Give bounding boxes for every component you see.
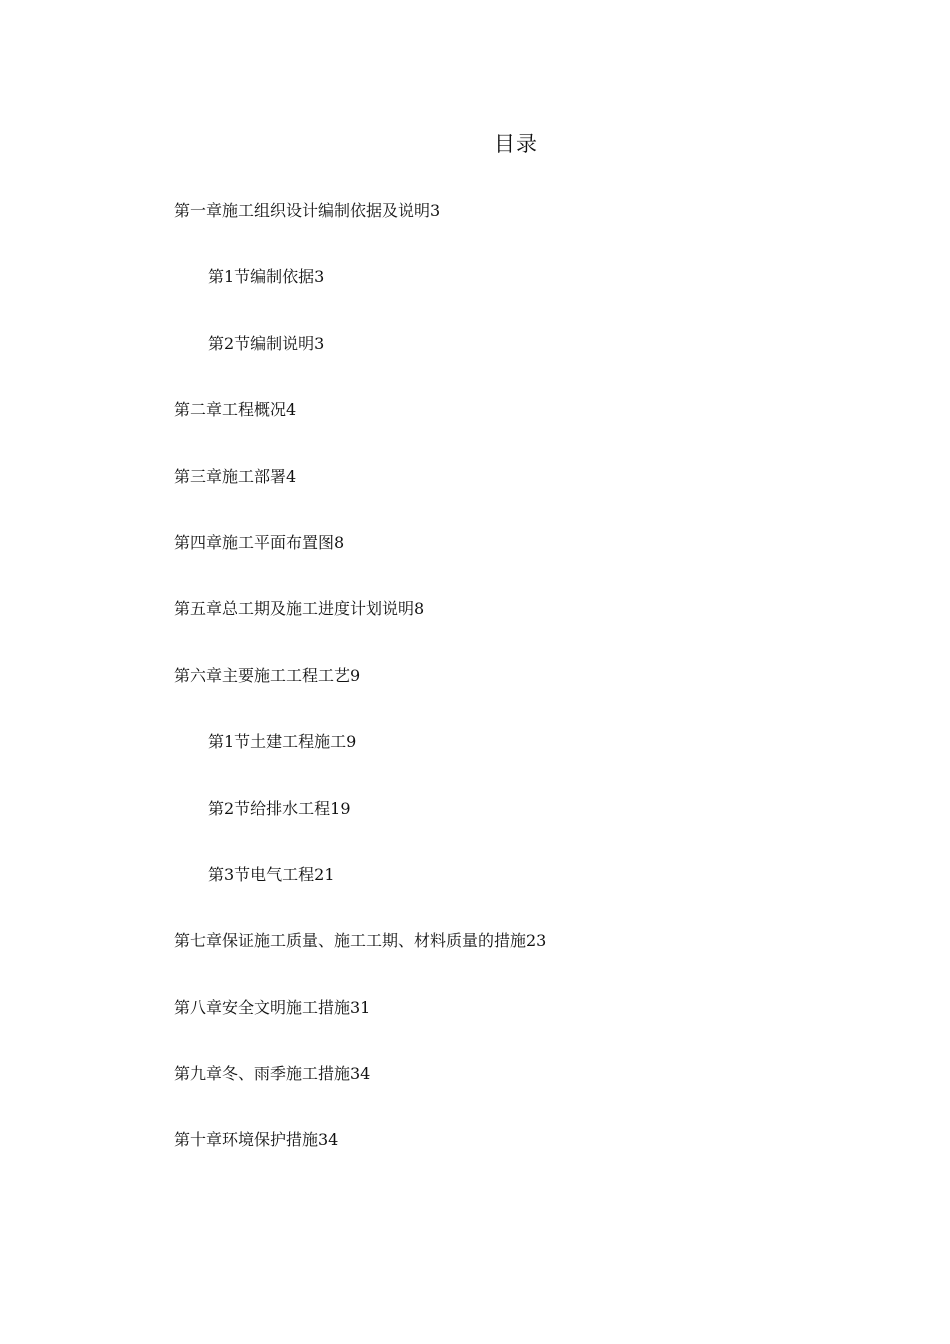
toc-entry-section-1-1[interactable]: 第1节编制依据3 bbox=[208, 267, 325, 287]
toc-entry-section-6-3[interactable]: 第3节电气工程21 bbox=[208, 864, 335, 884]
toc-entry-chapter-10[interactable]: 第十章环境保护措施34 bbox=[174, 1130, 339, 1150]
toc-entry-chapter-3[interactable]: 第三章施工部署4 bbox=[174, 466, 297, 486]
toc-list bbox=[174, 198, 546, 1194]
toc-entry-section-6-1[interactable]: 第1节土建工程施工9 bbox=[208, 732, 357, 752]
toc-entry-section-6-2[interactable]: 第2节给排水工程19 bbox=[208, 798, 351, 818]
toc-entry-chapter-7[interactable]: 第七章保证施工质量、施工工期、材料质量的措施23 bbox=[174, 931, 547, 951]
toc-title: 目录 bbox=[494, 132, 538, 156]
toc-entry-chapter-6[interactable]: 第六章主要施工工程工艺9 bbox=[174, 665, 361, 685]
toc-entry-chapter-2[interactable]: 第二章工程概况4 bbox=[174, 400, 297, 420]
toc-entry-chapter-1[interactable]: 第一章施工组织设计编制依据及说明3 bbox=[174, 201, 441, 220]
toc-entry-section-1-2[interactable]: 第2节编制说明3 bbox=[208, 333, 325, 353]
toc-entry-chapter-9[interactable]: 第九章冬、雨季施工措施34 bbox=[174, 1064, 371, 1084]
toc-entry-chapter-4[interactable]: 第四章施工平面布置图8 bbox=[174, 532, 345, 552]
toc-entry-chapter-8[interactable]: 第八章安全文明施工措施31 bbox=[174, 997, 371, 1017]
toc-entry-chapter-5[interactable]: 第五章总工期及施工进度计划说明8 bbox=[174, 599, 425, 619]
